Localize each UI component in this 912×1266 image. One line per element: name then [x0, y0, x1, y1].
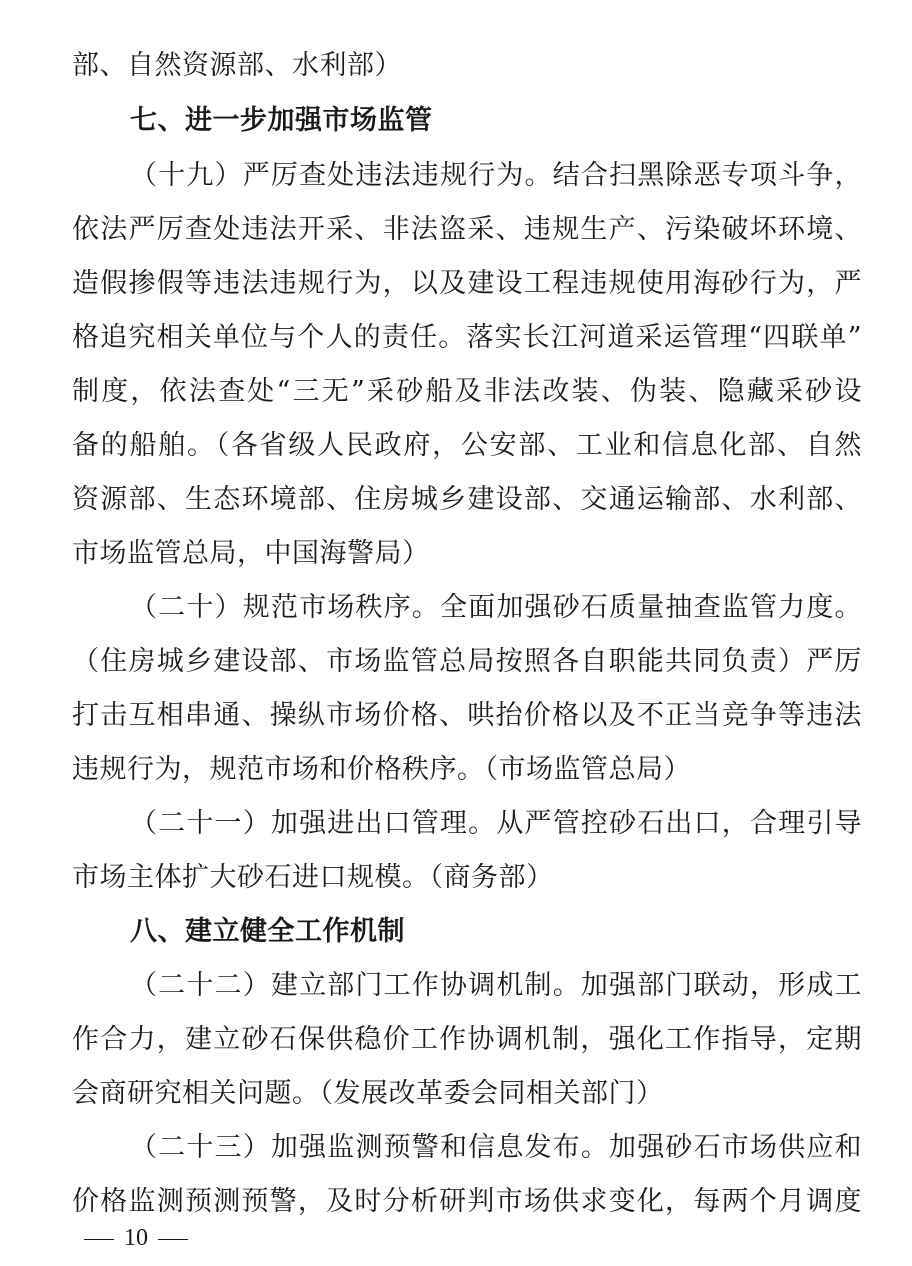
footer-dash-left — [84, 1239, 114, 1240]
paragraph-20-line: 打击互相串通、操纵市场价格、哄抬价格以及不正当竞争等违法 — [72, 700, 862, 731]
paragraph-19-line: 市场监管总局，中国海警局） — [72, 538, 430, 569]
paragraph-19-line: 制度，依法查处“三无”采砂船及非法改装、伪装、隐藏采砂设 — [72, 376, 862, 407]
paragraph-22-line: （二十二）建立部门工作协调机制。加强部门联动，形成工 — [130, 970, 862, 1001]
paragraph-20-line: （二十）规范市场秩序。全面加强砂石质量抽查监管力度。 — [130, 592, 862, 623]
paragraph-21-line: 市场主体扩大砂石进口规模。（商务部） — [72, 862, 554, 893]
paragraph-21-line: （二十一）加强进出口管理。从严管控砂石出口，合理引导 — [130, 808, 862, 839]
paragraph-19-line: 依法严厉查处违法开采、非法盗采、违规生产、污染破坏环境、 — [72, 214, 862, 245]
paragraph-23-line: （二十三）加强监测预警和信息发布。加强砂石市场供应和 — [130, 1132, 862, 1163]
paragraph-22-line: 会商研究相关问题。（发展改革委会同相关部门） — [72, 1078, 664, 1109]
paragraph-22-line: 作合力，建立砂石保供稳价工作协调机制，强化工作指导，定期 — [72, 1024, 862, 1055]
paragraph-20-line: （住房城乡建设部、市场监管总局按照各自职能共同负责）严厉 — [72, 646, 862, 677]
page-number: 10 — [124, 1225, 148, 1251]
paragraph-19-line: 资源部、生态环境部、住房城乡建设部、交通运输部、水利部、 — [72, 484, 862, 515]
paragraph-19-line: （十九）严厉查处违法违规行为。结合扫黑除恶专项斗争， — [130, 160, 862, 191]
paragraph-19-line: 备的船舶。（各省级人民政府，公安部、工业和信息化部、自然 — [72, 430, 862, 461]
footer-dash-right — [158, 1239, 188, 1240]
section-heading-8: 八、建立健全工作机制 — [130, 916, 405, 947]
paragraph-19-line: 造假掺假等违法违规行为，以及建设工程违规使用海砂行为，严 — [72, 268, 862, 299]
paragraph-20-line: 违规行为，规范市场和价格秩序。（市场监管总局） — [72, 754, 691, 785]
paragraph-19-line: 格追究相关单位与个人的责任。落实长江河道采运管理“四联单” — [72, 322, 862, 353]
section-heading-7: 七、进一步加强市场监管 — [130, 105, 433, 136]
text-line: 部、自然资源部、水利部） — [72, 50, 402, 81]
paragraph-23-line: 价格监测预测预警，及时分析研判市场供求变化，每两个月调度 — [72, 1186, 862, 1217]
page-footer — [84, 1220, 188, 1256]
